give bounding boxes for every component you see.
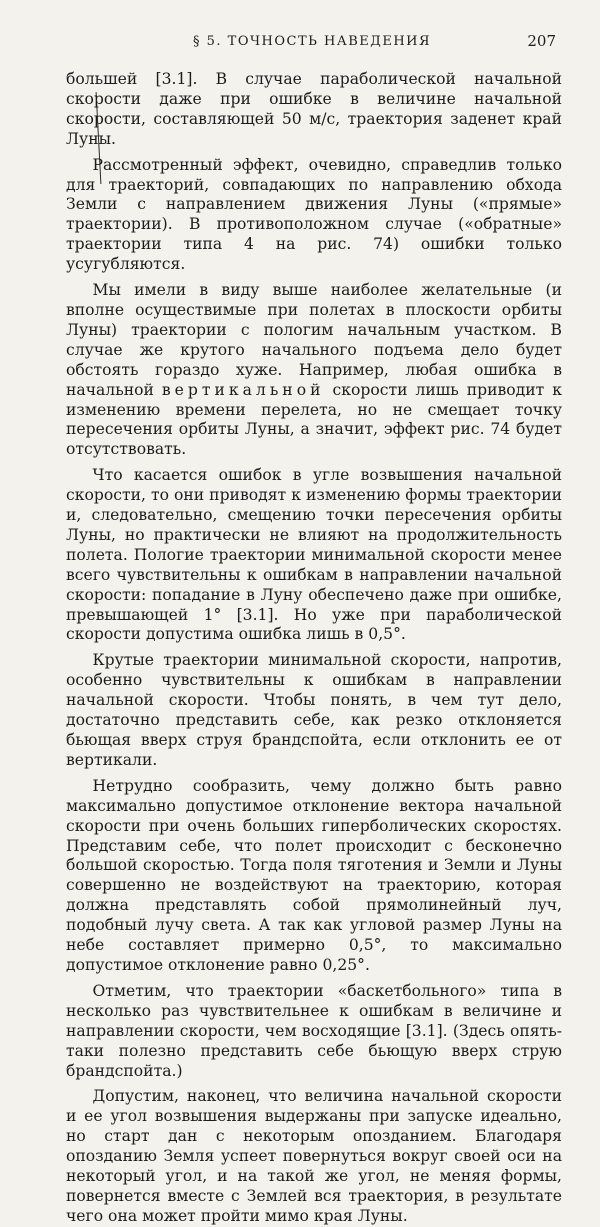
- page-header: [68, 30, 556, 54]
- paragraph-3-text-before: Мы имели в виду выше наиболее желательные (и вполне осуществимые при полетах в плоскости орбиты Луны) траектории с пологим начальным участком. В случае же крутого начального подъема дело будет обстоять гораздо хуже. Например, любая ошибка в начальной: [66, 281, 562, 399]
- paragraph-1: большей [3.1]. В случае параболической начальной скорости даже при ошибке в величине начальной скорости, составляющей 50 м/с, траектория заденет край Луны.: [66, 70, 562, 148]
- paragraph-3: [66, 281, 562, 460]
- spaced-emphasis: вертикальной: [161, 380, 325, 399]
- paragraph-7: Отметим, что траектории «баскетбольного» типа в несколько раз чувствительнее к ошибкам в величине и направлении скорости, чем восходящие [3.1]. (Здесь опять-таки полезно представить себе бьющую вверх струю брандспойта.): [66, 981, 562, 1080]
- paragraph-6: Нетрудно сообразить, чему должно быть равно максимально допустимое отклонение вектора начальной скорости при очень больших гиперболических скоростях. Представим себе, что полет происходит с бесконечно большой скоростью. Тогда поля тяготения и Земли и Луны совершенно не воздействуют на траекторию, которая должна представлять собой прямолинейный луч, подобный лучу света. А так как угловой размер Луны на небе составляет примерно 0,5°, то максимально допустимое отклонение равно 0,25°.: [66, 776, 562, 974]
- paragraph-2: Рассмотренный эффект, очевидно, справедлив только для траекторий, совпадающих по направлению обхода Земли с направлением движения Луны («прямые» траектории). В противоположном случае («обратные» траектории типа 4 на рис. 74) ошибки только усугубляются.: [66, 155, 562, 274]
- section-title: § 5. ТОЧНОСТЬ НАВЕДЕНИЯ: [192, 34, 431, 49]
- paragraph-8: Допустим, наконец, что величина начальной скорости и ее угол возвышения выдержаны при запуске идеально, но старт дан с некоторым опозданием. Благодаря опозданию Земля успеет повернуться вокруг своей оси на некоторый угол, и на такой же угол, не меняя формы, повернется вместе с Землей вся траектория, в результате чего она может пройти мимо края Луны.: [66, 1087, 562, 1225]
- paragraph-3-text-after: скорости лишь приводит к изменению времени перелета, но не смещает точку пересечения орбиты Луны, а значит, эффект рис. 74 будет отсутствовать.: [66, 380, 562, 459]
- paragraph-4: Что касается ошибок в угле возвышения начальной скорости, то они приводят к изменению формы траектории и, следовательно, смещению точки пересечения орбиты Луны, но практически не влияют на продолжительность полета. Пологие траектории минимальной скорости менее всего чувствительны к ошибкам в направлении начальной скорости: попадание в Луну обеспечено даже при ошибке, превышающей 1° [3.1]. Но уже при параболической скорости допустима ошибка лишь в 0,5°.: [66, 466, 562, 644]
- page-number: 207: [527, 32, 556, 50]
- page-body: [66, 70, 562, 1227]
- paragraph-5: Крутые траектории минимальной скорости, напротив, особенно чувствительны к ошибкам в направлении начальной скорости. Чтобы понять, в чем тут дело, достаточно представить себе, как резко отклоняется бьющая вверх струя брандспойта, если отклонить ее от вертикали.: [66, 651, 562, 769]
